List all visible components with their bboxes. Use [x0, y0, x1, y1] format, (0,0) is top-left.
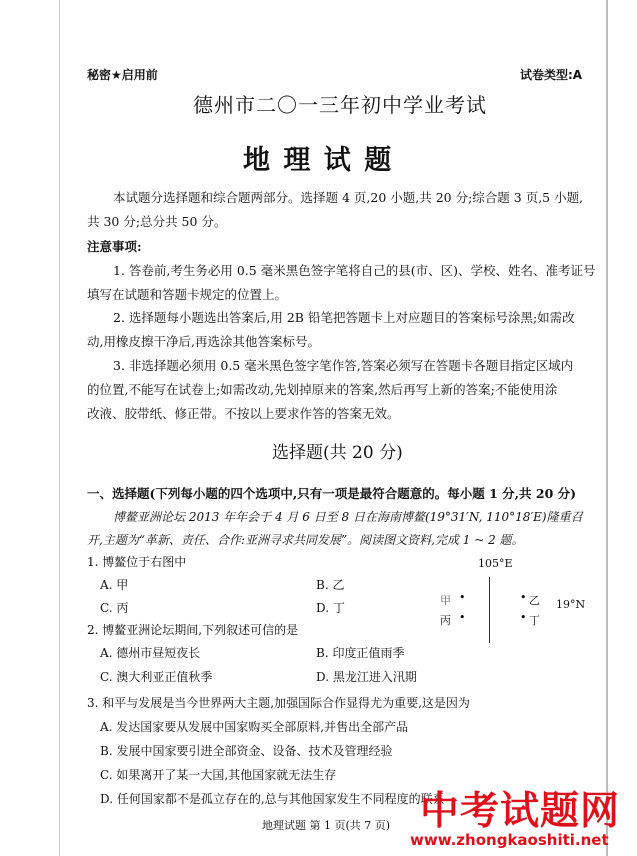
subject-title: 地 理 试 题 — [243, 145, 394, 176]
point-jia-dot: • — [459, 591, 466, 604]
note-2-line-1: 2. 选择题每小题选出答案后,用 2B 铅笔把答题卡上对应题目的答案标号涂黑;如需改 — [113, 310, 575, 325]
intro-line-1: 本试题分选择题和综合题两部分。选择题 4 页,20 小题,共 20 分;综合题 3 页,5 小题, — [113, 190, 584, 205]
page-edge-right — [606, 0, 608, 856]
note-3-line-2: 的位置,不能写在试卷上;如需改动,先划掉原来的答案,然后再写上新的答案;不能使用涂 — [87, 382, 558, 397]
note-3-line-3: 改液、胶带纸、修正带。不按以上要求作答的答案无效。 — [87, 406, 400, 421]
q1-option-c: C. 丙 — [100, 601, 129, 615]
exam-title: 德州市二〇一三年初中学业考试 — [193, 93, 487, 117]
site-watermark-logo: 中考试题网 — [420, 789, 621, 834]
q2-option-a: A. 德州市昼短夜长 — [100, 646, 201, 660]
q3-option-b: B. 发展中国家要引进全部资金、设备、技术及管理经验 — [100, 744, 393, 758]
page-footer: 地理试题 第 1 页(共 7 页) — [262, 819, 391, 832]
point-bing-label: 丙 — [440, 614, 451, 627]
secret-label: 秘密★启用前 — [87, 68, 158, 82]
paper-type-label: 试卷类型:A — [520, 68, 583, 82]
point-ding-dot: • — [520, 611, 527, 624]
point-yi-label: 乙 — [529, 594, 540, 607]
note-2-line-2: 动,用橡皮擦干净后,再选涂其他答案标号。 — [87, 334, 320, 349]
note-1-line-2: 填写在试题和答题卡规定的位置上。 — [87, 287, 288, 302]
section-title: 选择题(共 20 分) — [272, 443, 403, 463]
q1-stem: 1. 博鳌位于右图中 — [87, 555, 187, 569]
q3-stem: 3. 和平与发展是当今世界两大主题,加强国际合作显得尤为重要,这是因为 — [87, 696, 470, 710]
intro-line-2: 共 30 分;总分共 50 分。 — [87, 214, 227, 229]
point-ding-label: 丁 — [529, 614, 540, 627]
meridian-line — [489, 577, 490, 643]
material-line-1: 博鳌亚洲论坛 2013 年年会于 4 月 6 日至 8 日在海南博鳌(19°31′N, 110°18′E)隆重召 — [113, 510, 583, 524]
site-watermark-url: www.zhongkaoshiti.net — [410, 831, 609, 849]
q1-option-b: B. 乙 — [316, 578, 345, 592]
page-edge-left — [59, 0, 60, 856]
q3-option-a: A. 发达国家要从发展中国家购买全部原料,并售出全部产品 — [100, 720, 409, 734]
q1-option-d: D. 丁 — [316, 601, 345, 615]
q2-stem: 2. 博鳌亚洲论坛期间,下列叙述可信的是 — [87, 623, 299, 637]
note-1-line-1: 1. 答卷前,考生务必用 0.5 毫米黑色签字笔将自己的县(市、区)、学校、姓名、准考证号 — [113, 263, 596, 278]
latitude-label: 19°N — [556, 598, 586, 611]
q3-option-d: D. 任何国家都不是孤立存在的,总与其他国家发生不同程度的联系 — [100, 792, 445, 806]
q2-option-b: B. 印度正值雨季 — [316, 646, 405, 660]
note-3-line-1: 3. 非选择题必须用 0.5 毫米黑色签字笔作答,答案必须写在答题卡各题目指定区域内 — [113, 358, 574, 373]
point-jia-label: 甲 — [440, 594, 451, 607]
longitude-label: 105°E — [478, 557, 513, 570]
q2-option-c: C. 澳大利亚正值秋季 — [100, 670, 213, 684]
q1-option-a: A. 甲 — [100, 578, 129, 592]
notes-heading: 注意事项: — [87, 239, 142, 254]
material-line-2: 开,主题为“革新、责任、合作:亚洲寻求共同发展”。阅读图文资料,完成 1 ~ 2 题。 — [87, 533, 524, 547]
part-one-heading: 一、选择题(下列每小题的四个选项中,只有一项是最符合题意的。每小题 1 分,共 20 分) — [87, 486, 577, 501]
q2-option-d: D. 黑龙江进入汛期 — [316, 670, 417, 684]
point-yi-dot: • — [520, 591, 527, 604]
point-bing-dot: • — [459, 611, 466, 624]
q3-option-c: C. 如果离开了某一大国,其他国家就无法生存 — [100, 768, 337, 782]
